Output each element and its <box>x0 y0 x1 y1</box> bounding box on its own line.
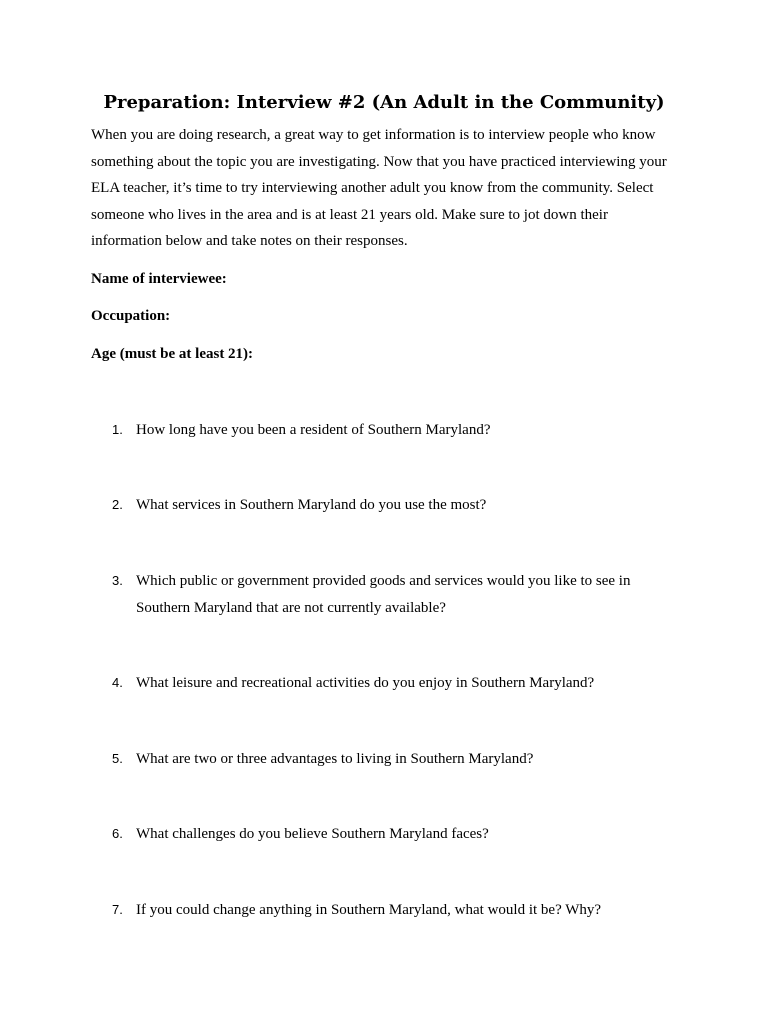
question-text: What services in Southern Maryland do you use the most? <box>136 497 487 513</box>
question-number: 6. <box>112 826 123 841</box>
question-number: 7. <box>112 902 123 917</box>
question-number: 3. <box>112 573 123 588</box>
page-title: Preparation: Interview #2 (An Adult in the Community) <box>103 92 665 113</box>
question-text: What leisure and recreational activities do you enjoy in Southern Maryland? <box>136 675 595 691</box>
question-number: 1. <box>112 422 123 437</box>
intro-paragraph: When you are doing research, a great way to get information is to interview people who know something about the topic you are investigating. Now that you have practiced interviewing your ELA teacher, it’s time to try interviewing another adult you know from the community. Select someone who lives in the area and is at least 21 years old. Make sure to jot down their information below and take notes on their responses. <box>91 127 667 250</box>
question-text: What are two or three advantages to living in Southern Maryland? <box>136 751 534 767</box>
interviewee-name-label: Name of interviewee: <box>91 271 227 287</box>
age-label: Age (must be at least 21): <box>91 346 254 362</box>
question-number: 2. <box>112 497 123 512</box>
question-text: What challenges do you believe Southern Maryland faces? <box>136 826 489 842</box>
question-number: 4. <box>112 675 123 690</box>
question-number: 5. <box>112 751 123 766</box>
question-text: How long have you been a resident of Southern Maryland? <box>136 422 491 438</box>
question-text: If you could change anything in Southern Maryland, what would it be? Why? <box>136 902 602 918</box>
occupation-label: Occupation: <box>91 308 171 324</box>
question-text: Which public or government provided goods and services would you like to see in Southern Maryland that are not currently available? <box>136 573 631 616</box>
